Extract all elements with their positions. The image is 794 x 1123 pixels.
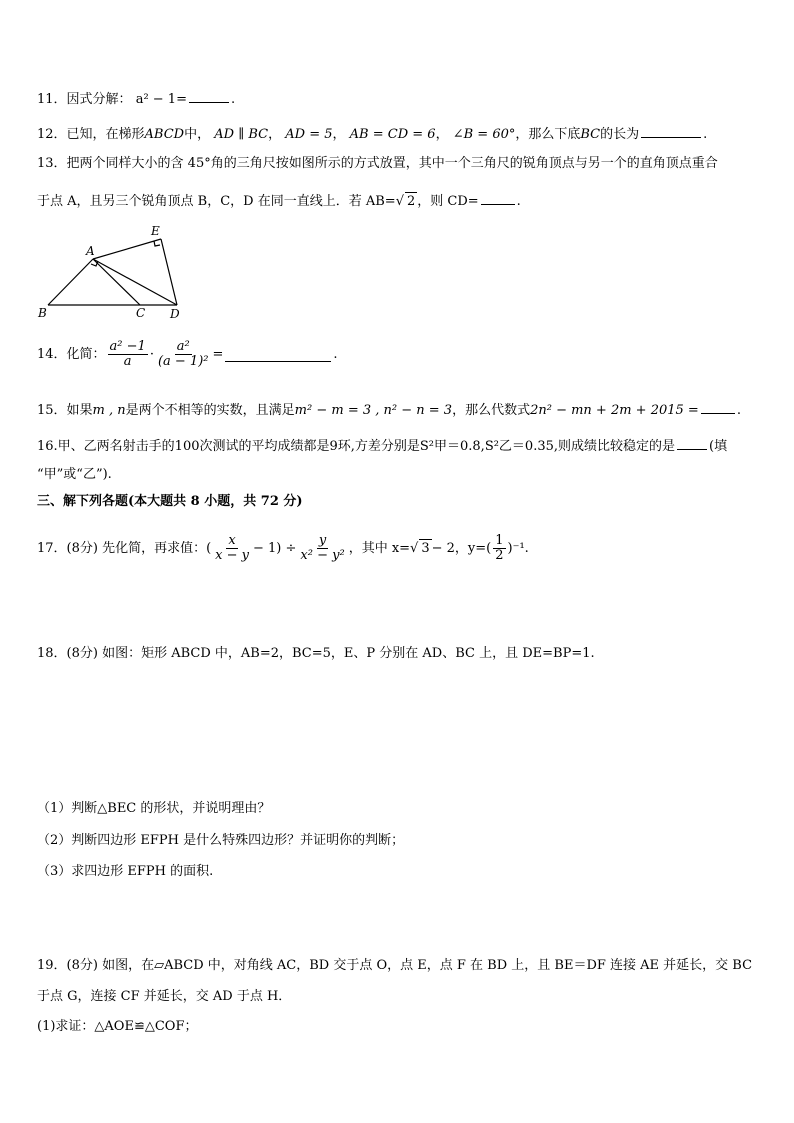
q15-mid2: ，那么代数式 <box>452 403 531 418</box>
q16-line1: 16.甲、乙两名射击手的100次测试的平均成绩都是9环,方差分别是S²甲＝0.8,S²乙＝0.35,则成绩比较稳定的是 <box>37 439 676 454</box>
question-15 <box>37 400 741 420</box>
q13-line2-a: 于点 A，且另三个锐角顶点 B，C，D 在同一直线上．若 AB= <box>37 194 396 209</box>
edge-ba <box>48 259 93 305</box>
q12-sep2: ， <box>332 127 346 142</box>
q14-lead: 14．化简： <box>37 346 106 362</box>
q15-mid: 是两个不相等的实数，且满足 <box>125 403 295 418</box>
q13-line2-b: ，则 CD= <box>417 194 479 209</box>
q15-expr: 2n² − mn + 2m + 2015 = <box>530 403 699 418</box>
q18-part2: （2）判断四边形 EFPH 是什么特殊四边形？并证明你的判断； <box>37 833 405 848</box>
q14-eq: = <box>212 346 224 362</box>
q15-lead: 15．如果 <box>37 403 93 418</box>
q13-sqrt: 2 <box>406 194 416 209</box>
edge-ae <box>93 239 161 259</box>
q19-part1: (1)求证：△AOE≌△COF； <box>37 1019 198 1034</box>
q11-lead: 11．因式分解： <box>37 92 132 107</box>
question-18: 18．(8分) 如图：矩形 ABCD 中，AB=2，BC=5，E、P 分别在 AD、BC 上，且 DE=BP=1. <box>37 646 595 661</box>
q15-end: . <box>736 403 741 418</box>
q13-end: . <box>516 194 521 209</box>
q17-fraction3: $\frac{1}{2}$ <box>495 533 504 563</box>
q16-answer-blank[interactable] <box>677 436 707 450</box>
edge-ad <box>93 259 177 305</box>
q14-end: . <box>333 346 338 362</box>
q12-end: . <box>703 127 708 142</box>
label-b: B <box>38 306 47 320</box>
question-19-line2: 于点 G，连接 CF 并延长，交 AD 于点 H． <box>37 989 292 1004</box>
question-19-line1: 19．(8分) 如图，在▱ABCD 中，对角线 AC，BD 交于点 O，点 E，点 F 在 BD 上，且 BE＝DF 连接 AE 并延长，交 BC <box>37 958 753 973</box>
q12-cond3: AB = CD = 6 <box>349 127 436 142</box>
q17-mid1: − 1) ÷ <box>253 540 297 556</box>
q11-expr: a² − 1= <box>135 92 187 107</box>
q14-dot: · <box>149 346 154 362</box>
q17-fraction2: $\frac{y}{\text{x² − y²}}$ <box>300 533 345 563</box>
question-13-line2: 于点 A，且另三个锐角顶点 B，C，D 在同一直线上．若 AB=√ 2 ，则 CD= . <box>37 191 521 211</box>
q17-mid2: ，其中 x= <box>348 540 411 556</box>
question-17: 17．(8分) 先化简，再求值：( $\frac{x}{x - y}$ − 1) ÷ $\frac{y}{\text{x² − y²}}$ ，其中 x= √ 3 − 2，y=( $\frac{1}{2}$ )⁻¹. <box>37 533 529 563</box>
q18-part1: （1）判断△BEC 的形状，并说明理由？ <box>37 801 271 816</box>
q12-mid1: 中， <box>184 127 211 142</box>
q16-tail: (填 <box>709 439 728 454</box>
q12-bc: BC <box>580 127 601 142</box>
question-11 <box>37 89 235 109</box>
q14-fraction2: $\frac{\text{a²}}{\text{(a − 1)²}}$ <box>157 339 209 369</box>
q12-answer-blank[interactable] <box>641 124 701 138</box>
edge-ed <box>161 239 177 305</box>
q11-answer-blank[interactable] <box>189 89 229 103</box>
q12-tail: 的长为 <box>600 127 640 142</box>
q12-sep3: ， <box>435 127 449 142</box>
q17-fraction1: $\frac{x}{x - y}$ <box>215 533 250 563</box>
label-c: C <box>136 306 146 320</box>
question-16-line2: “甲”或“乙”). <box>37 467 112 482</box>
q15-vars: m , n <box>92 403 126 418</box>
right-angle-mark-e <box>154 241 160 246</box>
question-16-line1 <box>37 436 727 456</box>
q12-cond2: AD = 5 <box>285 127 333 142</box>
q14-answer-blank[interactable] <box>225 348 331 362</box>
q15-eq1: m² − m = 3 , n² − n = 3 <box>294 403 453 418</box>
q11-end: . <box>230 92 236 107</box>
q17-tail: )⁻¹. <box>507 540 529 556</box>
q12-sep1: ， <box>268 127 282 142</box>
label-d: D <box>170 307 180 321</box>
q12-lead: 12．已知，在梯形 <box>37 127 145 142</box>
q14-fraction1: $\frac{\text{a² −1}}{a}$ <box>109 339 146 369</box>
q13-answer-blank[interactable] <box>481 191 515 205</box>
q15-answer-blank[interactable] <box>701 400 735 414</box>
q18-part3: （3）求四边形 EFPH 的面积. <box>37 864 214 879</box>
q12-cond1: AD ∥ BC <box>214 127 269 142</box>
q12-name: ABCD <box>144 127 185 142</box>
label-e: E <box>151 224 160 238</box>
label-a: A <box>86 244 95 258</box>
question-13-line1: 13．把两个同样大小的含 45°角的三角尺按如图所示的方式放置，其中一个三角尺的锐角顶点与另一个的直角顶点重合 <box>37 156 718 171</box>
section-3-heading: 三、解下列各题(本大题共 8 小题，共 72 分) <box>37 494 303 509</box>
edge-ac <box>93 259 140 305</box>
q12-cond4: ∠B = 60° <box>452 127 516 142</box>
q17-lead: 17．(8分) 先化简，再求值：( <box>37 540 212 556</box>
q17-mid3: − 2，y=( <box>431 540 492 556</box>
triangle-figure <box>30 222 190 322</box>
question-12 <box>37 124 707 144</box>
q12-mid2: ，那么下底 <box>515 127 581 142</box>
q17-sqrt: 3 <box>421 541 430 556</box>
question-14 <box>37 340 338 369</box>
